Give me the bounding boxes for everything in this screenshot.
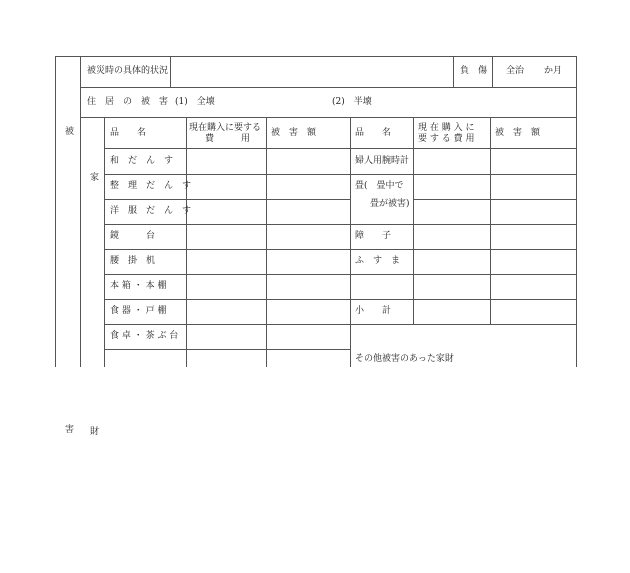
situation-label: 被災時の具体的状況 [87,66,169,76]
rule-center [350,117,351,367]
rule-side-column [80,56,81,367]
item-bookshelf: 本 箱 ・ 本 棚 [110,281,167,291]
rule-injury [453,56,454,87]
item-drawer-chest: 整 理 だ ん す [110,181,192,191]
rule-left-item [186,117,187,367]
header-cost-right-1: 現 在 購 入 に [418,123,475,133]
rule-left-cost [266,117,267,367]
item-desk: 腰 掛 机 [110,256,156,266]
rule-left-6 [104,299,350,300]
header-cost-left-1: 現在購入に要する [189,123,262,133]
rule-recovery [492,56,493,87]
rule-left-3 [104,224,350,225]
injury-label: 負 傷 [460,66,488,76]
rule-left-4 [104,249,350,250]
item-tatami-1: 畳( 畳中で [355,181,404,191]
rule-outer-left [55,56,56,367]
rule-row2 [80,117,576,118]
header-cost-left-2: 費 用 [205,134,251,144]
rule-right-4 [350,249,576,250]
rule-left-5 [104,274,350,275]
header-item-left: 品 名 [110,128,147,138]
residence-option-half: (2) 半壊 [332,97,372,107]
rule-row1 [80,87,576,88]
header-cost-right-2: 要 す る 費 用 [418,134,475,144]
rule-situation [170,56,171,87]
item-wardrobe: 洋 服 だ ん す [110,206,192,216]
rule-right-1 [350,174,576,175]
item-other-household: その他被害のあった家財 [355,354,454,364]
damage-side-label: 被 害 [63,126,73,573]
rule-top [55,56,576,57]
recovery-unit: か月 [544,66,563,76]
residence-label: 住 居 の 被 害 [87,97,169,107]
rule-right-item [413,117,414,324]
rule-right-3 [350,224,576,225]
item-dining-table: 食 卓 ・ 茶 ぶ 台 [110,331,179,341]
residence-option-full: (1) 全壊 [175,97,215,107]
item-fusuma: ふ す ま [355,256,401,266]
rule-right-cost [490,117,491,324]
rule-left-2 [104,199,350,200]
header-damage-left: 被 害 額 [271,128,317,138]
rule-left-1 [104,174,350,175]
rule-household-column [104,117,105,367]
rule-left-7 [104,324,350,325]
rule-header [104,148,576,149]
item-shoji: 障 子 [355,231,392,241]
rule-right-2a [413,199,576,200]
rule-left-8 [104,349,350,350]
item-cupboard: 食 器 ・ 戸 棚 [110,306,167,316]
item-subtotal: 小 計 [355,306,392,316]
rule-right-5 [350,274,576,275]
rule-right-6 [350,299,576,300]
item-dresser: 鏡 台 [110,231,156,241]
rule-outer-right [576,56,577,367]
household-side-label: 家 財 [88,172,98,553]
header-item-right: 品 名 [355,128,392,138]
recovery-prefix: 全治 [506,66,525,76]
item-tatami-2: 畳が被害) [370,199,410,209]
rule-right-7 [350,324,576,325]
header-damage-right: 被 害 額 [495,128,541,138]
item-wristwatch: 婦人用腕時計 [355,156,410,166]
item-japanese-chest: 和 だ ん す [110,156,174,166]
